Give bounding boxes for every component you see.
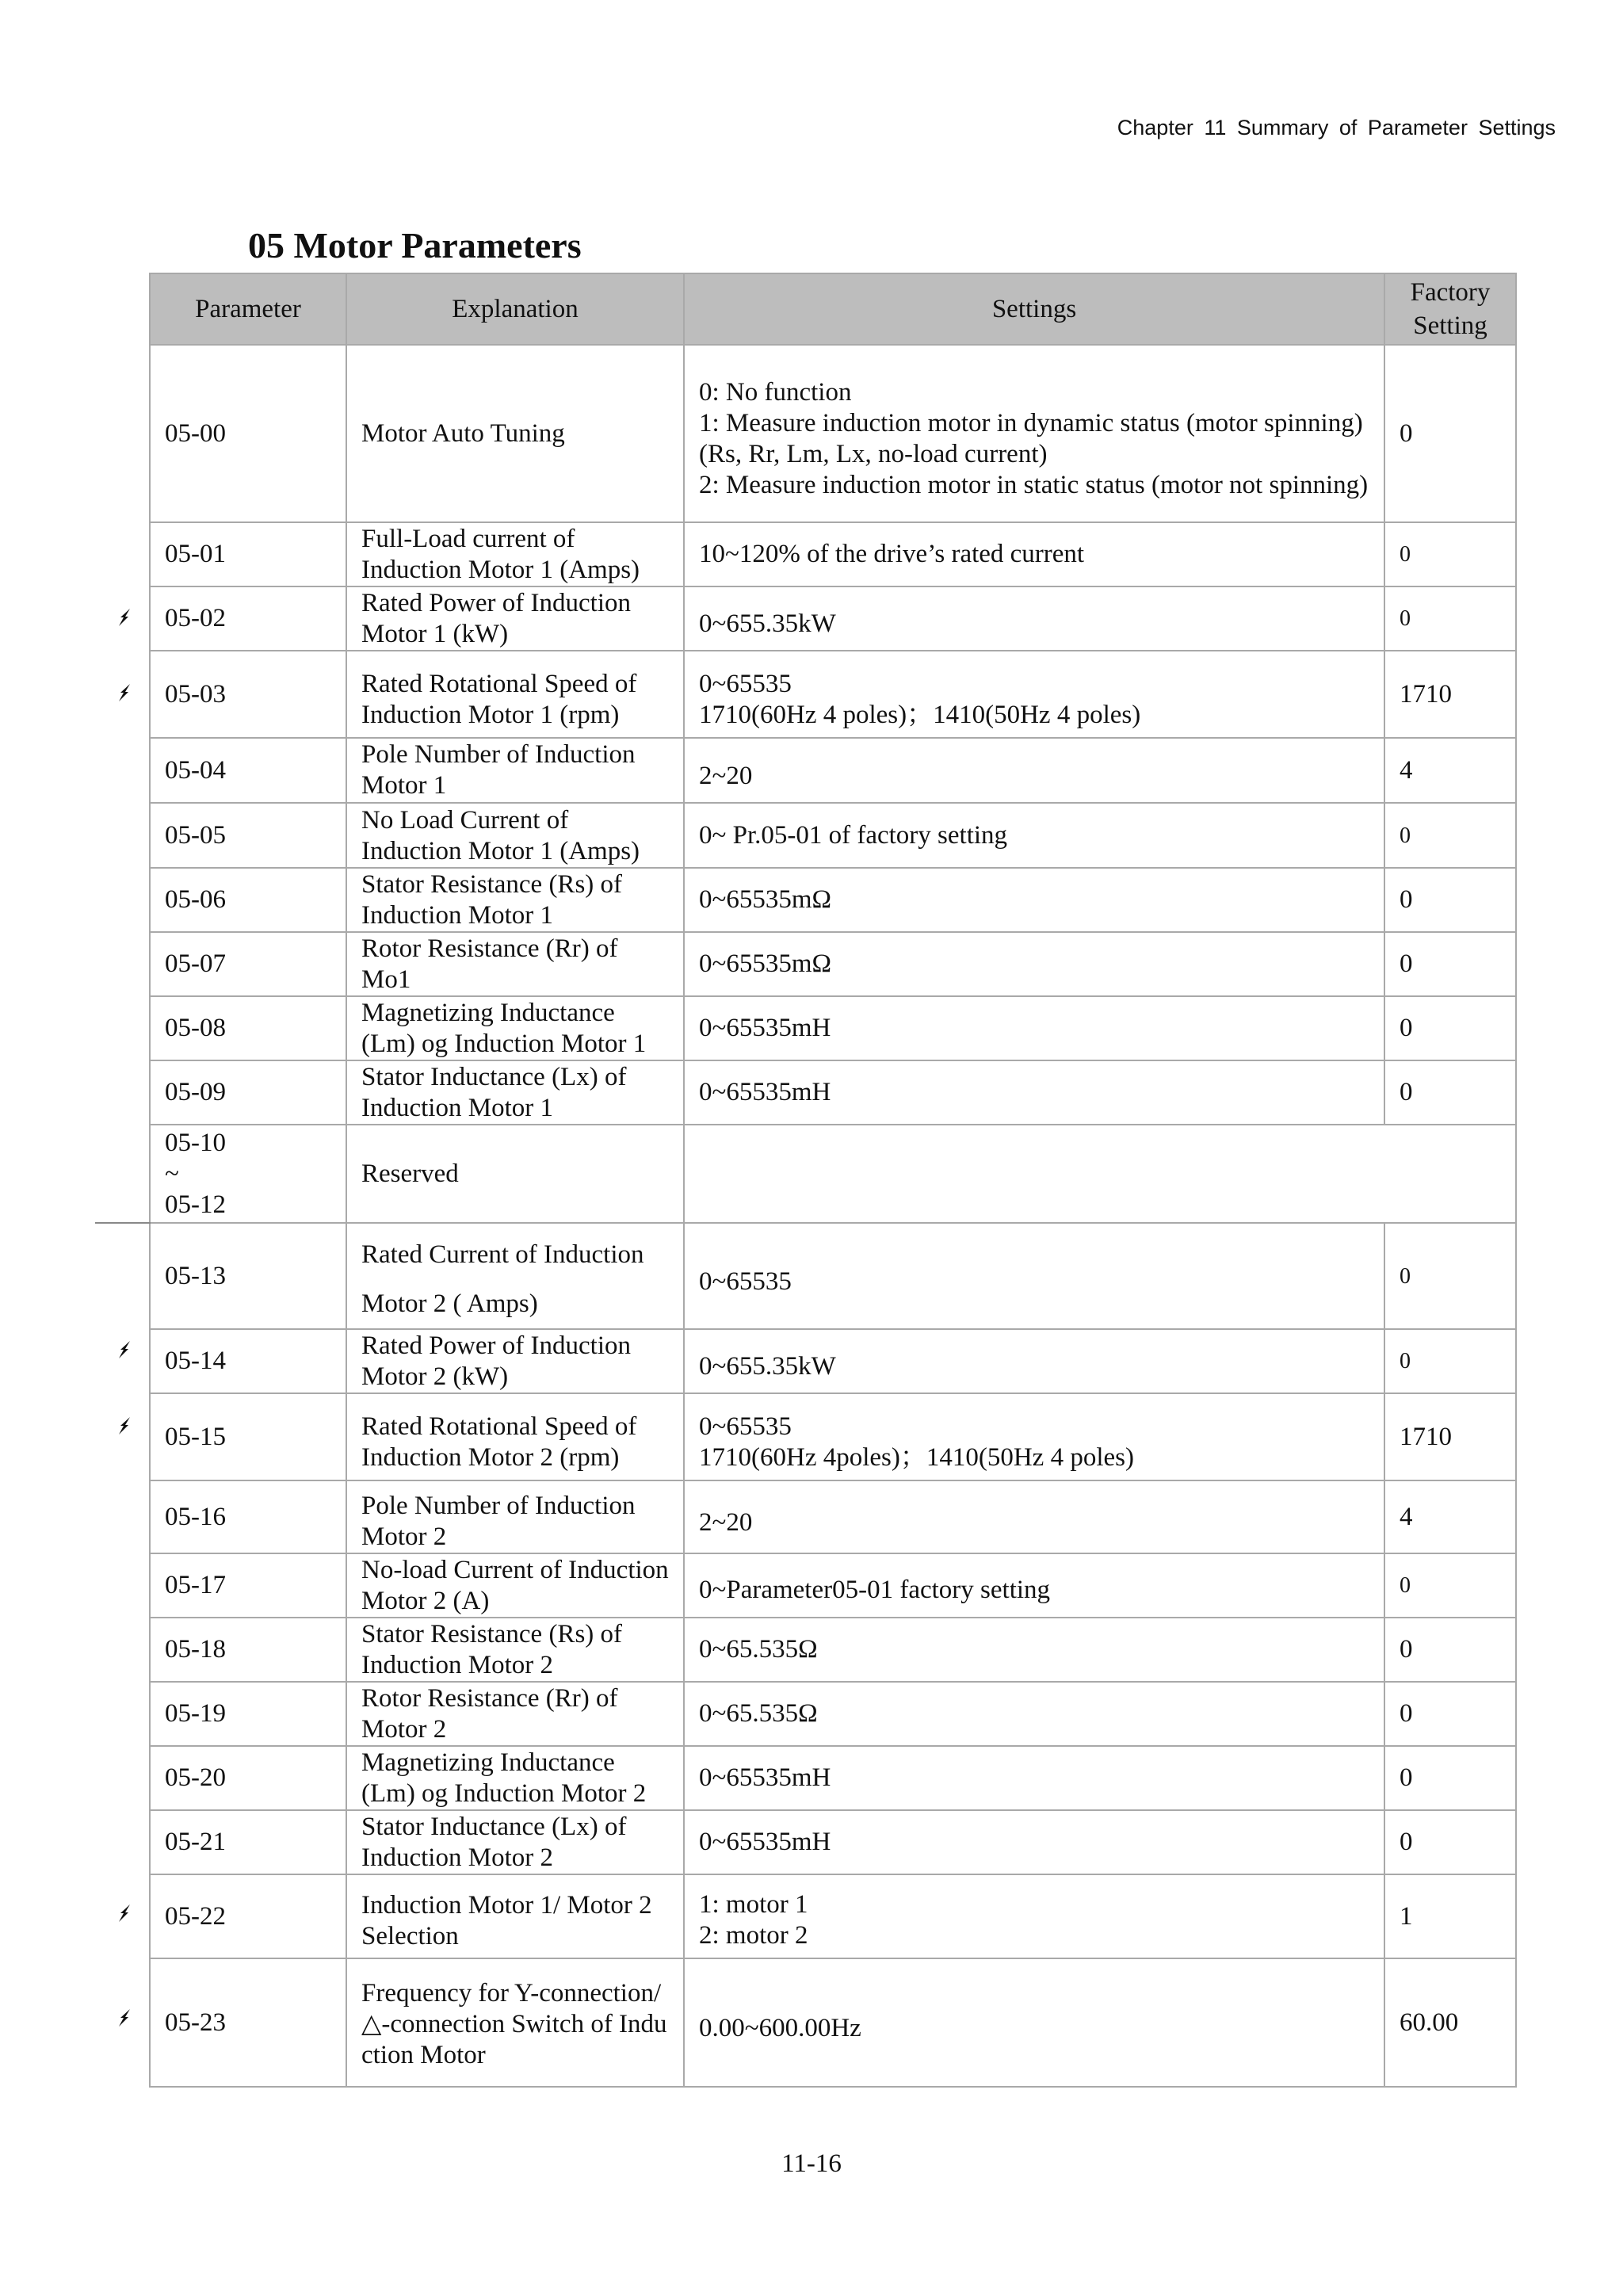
param-explanation: Frequency for Y-connection/△-connection Switch of Induction Motor xyxy=(346,1958,684,2087)
param-settings xyxy=(684,1746,1384,1810)
factory-setting: 0 xyxy=(1384,522,1516,586)
factory-setting: 0 xyxy=(1384,1060,1516,1125)
param-explanation: Motor Auto Tuning xyxy=(346,345,684,522)
factory-setting: 1710 xyxy=(1384,1393,1516,1480)
param-explanation: Magnetizing Inductance (Lm) og Induction Motor 1 xyxy=(346,996,684,1060)
table-row xyxy=(150,738,1516,803)
settings-line: 2~20 xyxy=(699,1507,753,1537)
settings-line: 0~655.35kW xyxy=(699,1352,836,1381)
param-code: 05-18 xyxy=(150,1618,346,1682)
param-code: 05-05 xyxy=(150,803,346,868)
lightning-bolt-icon xyxy=(114,1339,135,1360)
table-row xyxy=(150,1553,1516,1618)
factory-setting: 4 xyxy=(1384,738,1516,803)
param-code: 05-08 xyxy=(150,996,346,1060)
param-explanation: Reserved xyxy=(346,1125,684,1223)
param-explanation: Rotor Resistance (Rr) of Mo1 xyxy=(346,932,684,996)
param-code-range: 05-10 ~ 05-12 xyxy=(150,1125,346,1223)
settings-line: 0~65.535Ω xyxy=(699,1635,818,1664)
settings-line: 0~65535mH xyxy=(699,1763,831,1792)
table-row xyxy=(150,1393,1516,1480)
table-row xyxy=(150,1618,1516,1682)
factory-setting: 0 xyxy=(1384,1682,1516,1746)
param-settings xyxy=(684,1060,1384,1125)
column-header-parameter: Parameter xyxy=(150,273,346,345)
param-settings xyxy=(684,1553,1384,1618)
param-settings xyxy=(684,1480,1384,1553)
settings-line: 2: Measure induction motor in static status (motor not spinning) xyxy=(699,471,1369,499)
param-settings xyxy=(684,522,1384,586)
param-settings xyxy=(684,1223,1384,1329)
param-settings xyxy=(684,738,1384,803)
param-settings xyxy=(684,1618,1384,1682)
param-settings xyxy=(684,1329,1384,1393)
settings-line: 0~65535mH xyxy=(699,1014,831,1042)
settings-line: 0~655.35kW xyxy=(699,609,836,638)
param-code: 05-22 xyxy=(150,1874,346,1958)
param-code: 05-15 xyxy=(150,1393,346,1480)
factory-setting: 1710 xyxy=(1384,651,1516,738)
param-explanation: Pole Number of Induction Motor 2 xyxy=(346,1480,684,1553)
factory-setting: 0 xyxy=(1384,586,1516,651)
param-code: 05-17 xyxy=(150,1553,346,1618)
param-explanation: Rotor Resistance (Rr) of Motor 2 xyxy=(346,1682,684,1746)
factory-setting: 0 xyxy=(1384,1329,1516,1393)
param-code: 05-03 xyxy=(150,651,346,738)
table-row xyxy=(150,586,1516,651)
param-code: 05-23 xyxy=(150,1958,346,2087)
settings-line: 0~65535 xyxy=(699,1412,792,1441)
factory-setting: 0 xyxy=(1384,1223,1516,1329)
param-settings xyxy=(684,868,1384,932)
empty-settings-cell xyxy=(684,1125,1516,1223)
settings-line: 0~65535mΩ xyxy=(699,885,832,914)
table-row xyxy=(150,932,1516,996)
table-row xyxy=(150,1874,1516,1958)
factory-setting: 0 xyxy=(1384,1618,1516,1682)
table-row xyxy=(150,1125,1516,1223)
settings-line: 0~65.535Ω xyxy=(699,1699,818,1728)
param-settings xyxy=(684,345,1384,522)
param-settings xyxy=(684,1682,1384,1746)
param-code: 05-09 xyxy=(150,1060,346,1125)
lightning-bolt-icon xyxy=(114,607,135,628)
settings-line: 0~65535mΩ xyxy=(699,949,832,978)
settings-line: 0~65535 xyxy=(699,670,792,698)
table-row xyxy=(150,1746,1516,1810)
settings-line: 2: motor 2 xyxy=(699,1921,808,1950)
param-explanation: Rated Power of Induction Motor 2 (kW) xyxy=(346,1329,684,1393)
table-row xyxy=(150,868,1516,932)
settings-line: 0~65535mH xyxy=(699,1828,831,1856)
factory-setting: 60.00 xyxy=(1384,1958,1516,2087)
table-row xyxy=(150,345,1516,522)
param-code: 05-16 xyxy=(150,1480,346,1553)
factory-setting: 1 xyxy=(1384,1874,1516,1958)
table-row xyxy=(150,1223,1516,1329)
param-code: 05-06 xyxy=(150,868,346,932)
table-row xyxy=(150,1682,1516,1746)
param-explanation: Induction Motor 1/ Motor 2 Selection xyxy=(346,1874,684,1958)
table-row xyxy=(150,1480,1516,1553)
lightning-bolt-icon xyxy=(114,682,135,703)
param-settings xyxy=(684,651,1384,738)
param-explanation: Full-Load current of Induction Motor 1 (Amps) xyxy=(346,522,684,586)
param-code: 05-20 xyxy=(150,1746,346,1810)
param-explanation: Rated Power of Induction Motor 1 (kW) xyxy=(346,586,684,651)
param-settings xyxy=(684,1393,1384,1480)
lightning-bolt-icon xyxy=(114,2008,135,2028)
param-code: 05-07 xyxy=(150,932,346,996)
column-header-settings: Settings xyxy=(684,273,1384,345)
factory-setting: 0 xyxy=(1384,1810,1516,1874)
lightning-bolt-icon xyxy=(114,1415,135,1436)
factory-setting: 0 xyxy=(1384,345,1516,522)
chapter-header: Chapter 11 Summary of Parameter Settings xyxy=(1117,116,1556,139)
param-explanation: Stator Resistance (Rs) of Induction Motor 1 xyxy=(346,868,684,932)
settings-line: 10~120% of the drive’s rated current xyxy=(699,540,1085,568)
param-settings xyxy=(684,803,1384,868)
page-number: 11-16 xyxy=(781,2149,842,2178)
param-code: 05-21 xyxy=(150,1810,346,1874)
param-explanation: Stator Resistance (Rs) of Induction Motor 2 xyxy=(346,1618,684,1682)
param-code: 05-14 xyxy=(150,1329,346,1393)
table-row xyxy=(150,1060,1516,1125)
settings-line: 0~65535 xyxy=(699,1266,792,1296)
column-header-factory-setting: Factory Setting xyxy=(1384,273,1516,345)
settings-line: 1710(60Hz 4poles)；1410(50Hz 4 poles) xyxy=(699,1443,1134,1472)
factory-setting: 0 xyxy=(1384,868,1516,932)
lightning-bolt-icon xyxy=(114,1903,135,1924)
settings-line: 0: No function xyxy=(699,378,852,407)
param-settings xyxy=(684,1810,1384,1874)
settings-line: 0~Parameter05-01 factory setting xyxy=(699,1576,1051,1604)
settings-line: 0~ Pr.05-01 of factory setting xyxy=(699,820,1008,850)
param-settings xyxy=(684,996,1384,1060)
table-row xyxy=(150,522,1516,586)
param-explanation: Rated Rotational Speed of Induction Motor 2 (rpm) xyxy=(346,1393,684,1480)
factory-setting: 0 xyxy=(1384,932,1516,996)
table-row xyxy=(150,1958,1516,2087)
settings-line: 1710(60Hz 4 poles)；1410(50Hz 4 poles) xyxy=(699,701,1141,729)
param-explanation: No Load Current of Induction Motor 1 (Amps) xyxy=(346,803,684,868)
param-settings xyxy=(684,1874,1384,1958)
param-explanation: Stator Inductance (Lx) of Induction Motor 2 xyxy=(346,1810,684,1874)
param-code: 05-01 xyxy=(150,522,346,586)
param-code: 05-13 xyxy=(150,1223,346,1329)
left-divider-rule xyxy=(95,1222,151,1224)
factory-setting: 0 xyxy=(1384,803,1516,868)
param-settings xyxy=(684,1958,1384,2087)
param-code: 05-02 xyxy=(150,586,346,651)
table-row xyxy=(150,996,1516,1060)
param-code: 05-04 xyxy=(150,738,346,803)
param-explanation: No-load Current of Induction Motor 2 (A) xyxy=(346,1553,684,1618)
factory-setting: 0 xyxy=(1384,1553,1516,1618)
factory-setting: 4 xyxy=(1384,1480,1516,1553)
factory-setting: 0 xyxy=(1384,996,1516,1060)
table-row xyxy=(150,1810,1516,1874)
table-row xyxy=(150,803,1516,868)
factory-setting: 0 xyxy=(1384,1746,1516,1810)
param-code: 05-00 xyxy=(150,345,346,522)
param-explanation: Rated Rotational Speed of Induction Motor 1 (rpm) xyxy=(346,651,684,738)
settings-line: 0.00~600.00Hz xyxy=(699,2013,861,2042)
column-header-explanation: Explanation xyxy=(346,273,684,345)
table-header-row xyxy=(150,273,1516,345)
param-explanation: Pole Number of Induction Motor 1 xyxy=(346,738,684,803)
param-code: 05-19 xyxy=(150,1682,346,1746)
param-explanation: Magnetizing Inductance (Lm) og Induction Motor 2 xyxy=(346,1746,684,1810)
parameter-table xyxy=(149,273,1517,2088)
settings-line: 0~65535mH xyxy=(699,1078,831,1106)
table-row xyxy=(150,1329,1516,1393)
settings-line: 1: Measure induction motor in dynamic status (motor spinning) (Rs, Rr, Lm, Lx, no-load current) xyxy=(699,409,1363,468)
param-explanation: Stator Inductance (Lx) of Induction Motor 1 xyxy=(346,1060,684,1125)
settings-line: 2~20 xyxy=(699,761,753,790)
table-row xyxy=(150,651,1516,738)
settings-line: 1: motor 1 xyxy=(699,1890,808,1919)
param-explanation: Rated Current of Induction Motor 2 ( Amps) xyxy=(346,1223,684,1329)
section-title: 05 Motor Parameters xyxy=(248,225,582,266)
param-settings xyxy=(684,586,1384,651)
param-settings xyxy=(684,932,1384,996)
